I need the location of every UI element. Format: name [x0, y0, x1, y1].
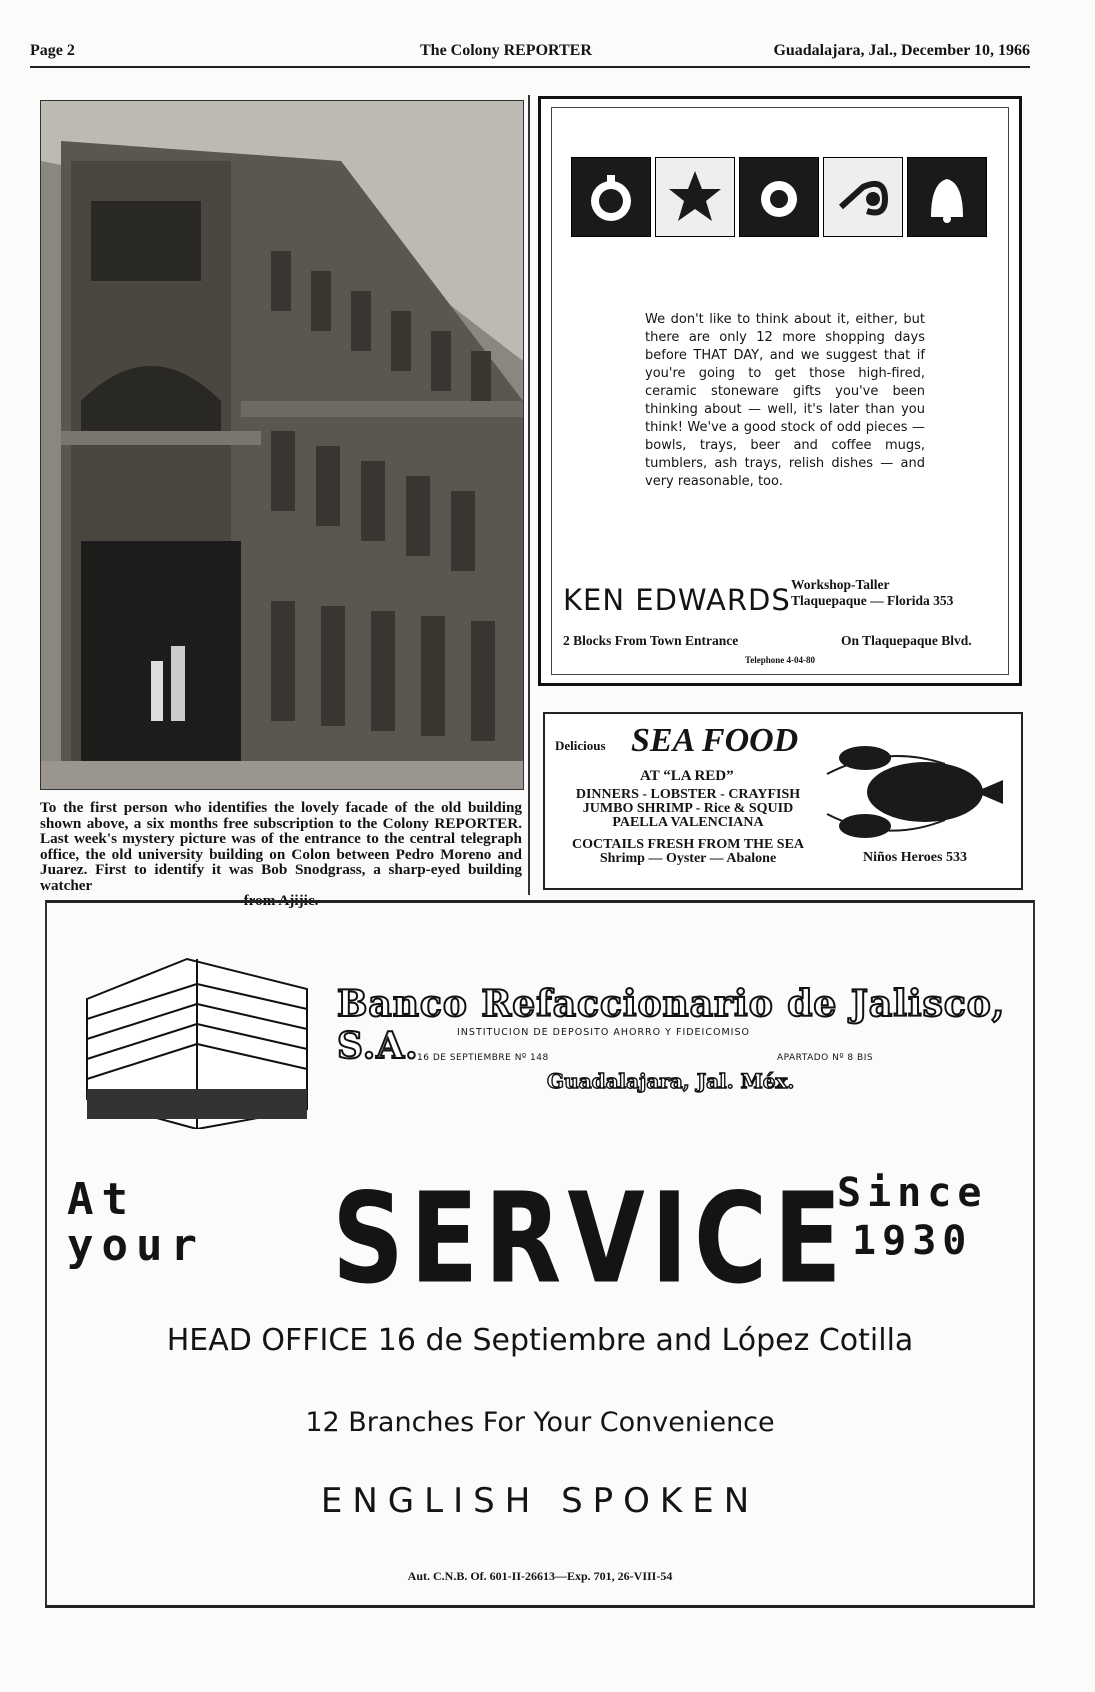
telephone: Telephone 4-04-80 [745, 655, 815, 665]
menu-line: PAELLA VALENCIANA [612, 815, 764, 830]
bank-city: Guadalajara, Jal. Méx. [547, 1069, 795, 1093]
english-spoken: ENGLISH SPOKEN [320, 1481, 760, 1521]
page-header [30, 42, 1030, 66]
workshop-location: Tlaquepaque — Florida 353 [791, 593, 954, 608]
bank-building-icon [77, 939, 317, 1129]
ad-copy: We don't like to think about it, either, but there are only 12 more shopping days before THAT DAY, and we suggest that if you're going to get those high-fired, ceramic stoneware gifts you've been thinking about — well, it's later than you think! We've a good stock of odd pieces — bowls, trays, beer and coffee mugs, tumblers, ash trays, relish dishes — and very reasonable, too. [645, 312, 925, 489]
menu-line: Shrimp — Oyster — Abalone [599, 851, 777, 866]
since-year: 1930 [852, 1218, 973, 1264]
bell-icon [907, 157, 987, 237]
photo-caption [40, 800, 522, 909]
seafood-headline: SEA FOOD [631, 722, 799, 759]
authorization-line: Aut. C.N.B. Of. 601-II-26613—Exp. 701, 26-VIII-54 [407, 1569, 673, 1583]
lobster-icon [825, 734, 1005, 844]
caption-last-line: from Ajijic. [243, 892, 319, 909]
horn-icon [823, 157, 903, 237]
ornament-tiles [571, 157, 987, 237]
newspaper-name: The Colony REPORTER [420, 42, 592, 59]
bank-name: Banco Refaccionario de Jalisco, S.A. [337, 983, 1006, 1067]
menu-line: COCTAILS FRESH FROM THE SEA [571, 837, 805, 852]
since-word: Since [837, 1170, 988, 1216]
menu-list [553, 788, 823, 866]
workshop-info [791, 577, 953, 609]
at-your [67, 1174, 205, 1271]
header-rule [30, 66, 1030, 68]
seafood-ad [543, 712, 1023, 890]
menu-line: DINNERS - LOBSTER - CRAYFISH [575, 787, 801, 802]
building-facade-image [41, 101, 523, 789]
at-word: At [67, 1174, 136, 1225]
dateline: Guadalajara, Jal., December 10, 1966 [773, 42, 1030, 59]
page-number: Page 2 [30, 42, 75, 59]
delicious-label: Delicious [555, 738, 606, 753]
caption-text: To the first person who identifies the lovely facade of the old building shown above, a six months free subscription to the Colony REPORTER. Last week's mystery picture was of the entrance to the central telegraph office, the old university building on Colon between Pedro Moreno and Juarez. First to identify it was Bob Snodgrass, a sharp-eyed building watcher [40, 799, 522, 894]
bank-street: 16 DE SEPTIEMBRE Nº 148 [417, 1053, 549, 1063]
directions: 2 Blocks From Town Entrance [563, 633, 739, 648]
since-block [837, 1169, 987, 1265]
restaurant-name: AT “LA RED” [640, 768, 734, 784]
ornament-ball-icon [571, 157, 651, 237]
bank-apartado: APARTADO Nº 8 BIS [777, 1053, 874, 1063]
restaurant-address: Niños Heroes 533 [863, 850, 967, 865]
star-icon [655, 157, 735, 237]
your-word: your [67, 1220, 205, 1271]
branches-line: 12 Branches For Your Convenience [305, 1407, 775, 1438]
building-photo [40, 100, 524, 790]
column-divider [528, 95, 530, 895]
head-office: HEAD OFFICE 16 de Septiembre and López Cotilla [166, 1323, 914, 1358]
business-name: KEN EDWARDS [563, 583, 791, 617]
ornament-drum-icon [739, 157, 819, 237]
workshop-label: Workshop-Taller [791, 577, 890, 592]
menu-line: JUMBO SHRIMP - Rice & SQUID [582, 801, 794, 816]
boulevard: On Tlaquepaque Blvd. [841, 633, 972, 648]
bank-institution: INSTITUCION DE DEPOSITO AHORRO Y FIDEICOMISO [457, 1027, 750, 1038]
bank-ad [45, 900, 1035, 1608]
service-headline: SERVICE [332, 1165, 848, 1312]
ken-edwards-ad [538, 96, 1022, 686]
